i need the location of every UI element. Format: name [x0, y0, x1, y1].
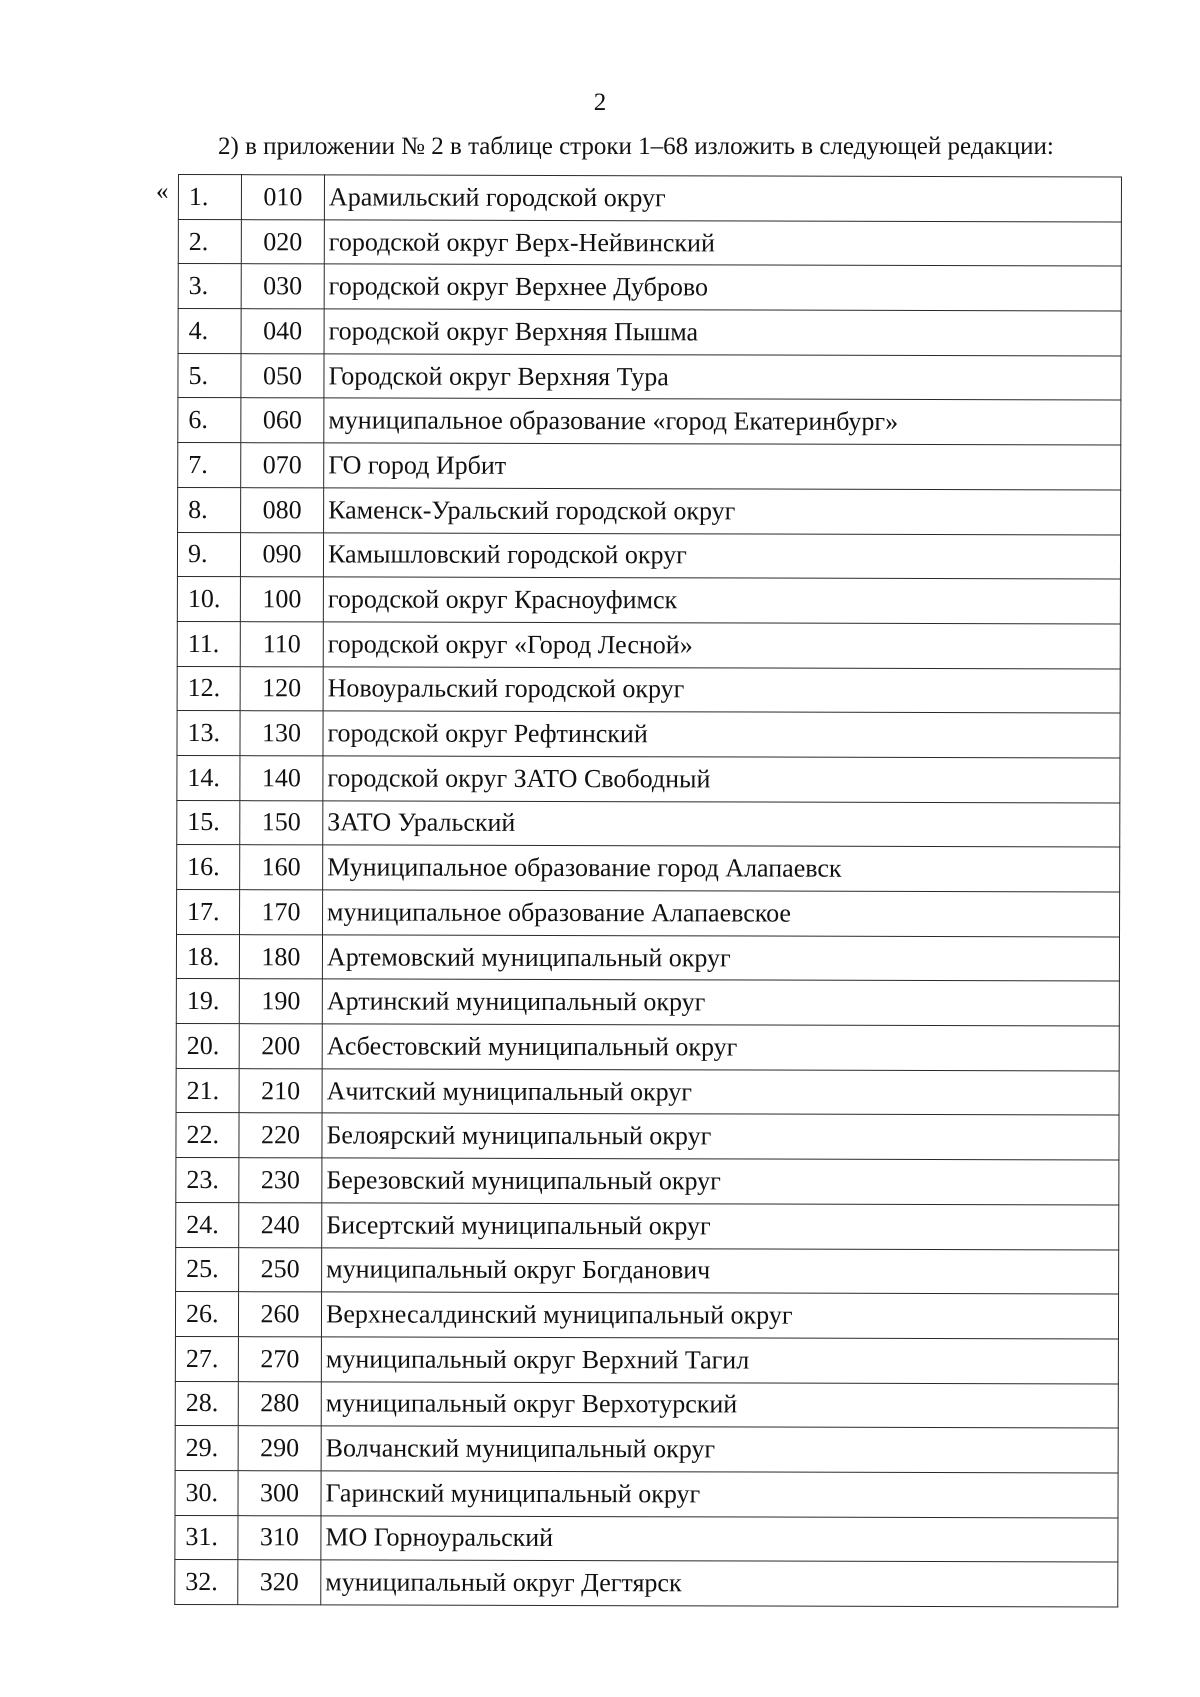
row-code: 310: [238, 1515, 321, 1560]
intro-paragraph: 2) в приложении № 2 в таблице строки 1–68 изложить в следующей редакции:: [218, 133, 1054, 160]
table-row: [176, 979, 1119, 1026]
row-number: 21.: [176, 1068, 239, 1113]
row-number: 32.: [175, 1560, 238, 1605]
row-number: 24.: [176, 1202, 239, 1247]
row-code: 280: [238, 1381, 321, 1426]
table-row: [175, 1560, 1118, 1607]
row-number: 31.: [175, 1515, 238, 1560]
table-row: [177, 621, 1120, 668]
row-number: 26.: [175, 1292, 238, 1337]
page-number: 2: [593, 89, 607, 116]
table-row: [175, 1426, 1118, 1473]
table-row: [178, 443, 1121, 490]
row-code: 160: [240, 845, 323, 890]
row-municipality-name: Ачитский муниципальный округ: [322, 1069, 1119, 1116]
row-number: 19.: [176, 979, 239, 1024]
row-number: 23.: [176, 1158, 239, 1203]
table-row: [177, 532, 1120, 579]
row-number: 4.: [178, 309, 241, 354]
row-code: 100: [240, 577, 323, 622]
row-code: 060: [241, 398, 324, 443]
row-municipality-name: Арамильский городской округ: [324, 175, 1121, 222]
row-municipality-name: Городской округ Верхняя Тура: [324, 354, 1121, 401]
row-municipality-name: муниципальное образование Алапаевское: [323, 890, 1120, 937]
row-municipality-name: муниципальный округ Верхний Тагил: [321, 1337, 1118, 1384]
row-municipality-name: городской округ Красноуфимск: [323, 577, 1120, 624]
row-code: 140: [240, 756, 323, 801]
row-code: 180: [239, 934, 322, 979]
row-municipality-name: Каменск-Уральский городской округ: [324, 488, 1121, 535]
row-code: 270: [238, 1337, 321, 1382]
row-code: 130: [240, 711, 323, 756]
row-number: 15.: [177, 800, 240, 845]
row-number: 2.: [178, 219, 241, 264]
row-municipality-name: Муниципальное образование город Алапаевск: [323, 845, 1120, 892]
row-municipality-name: городской округ Верх-Нейвинский: [324, 220, 1121, 267]
table-row: [176, 1158, 1119, 1205]
row-number: 5.: [178, 353, 241, 398]
table-row: [175, 1336, 1118, 1383]
table-body: [175, 175, 1122, 1607]
table-row: [177, 755, 1120, 802]
row-code: 220: [239, 1113, 322, 1158]
table-row: [178, 264, 1121, 311]
row-number: 6.: [178, 398, 241, 443]
row-municipality-name: Бисертский муниципальный округ: [322, 1203, 1119, 1250]
row-municipality-name: городской округ Верхняя Пышма: [324, 309, 1121, 356]
row-municipality-name: городской округ Рефтинский: [323, 711, 1120, 758]
row-code: 260: [238, 1292, 321, 1337]
row-number: 18.: [176, 934, 239, 979]
table-row: [178, 487, 1121, 534]
opening-quote-mark: «: [156, 178, 169, 205]
table-row: [175, 1470, 1118, 1517]
row-code: 030: [241, 264, 324, 309]
row-number: 8.: [178, 487, 241, 532]
row-number: 3.: [178, 264, 241, 309]
row-municipality-name: муниципальный округ Дегтярск: [321, 1560, 1118, 1607]
row-number: 1.: [178, 175, 241, 220]
row-number: 10.: [177, 577, 240, 622]
table-row: [176, 1113, 1119, 1160]
row-code: 200: [239, 1024, 322, 1069]
row-code: 090: [240, 532, 323, 577]
row-number: 14.: [177, 755, 240, 800]
row-municipality-name: городской округ ЗАТО Свободный: [323, 756, 1120, 803]
table-row: [176, 1024, 1119, 1071]
row-number: 7.: [178, 443, 241, 488]
row-code: 020: [241, 219, 324, 264]
table-row: [176, 934, 1119, 981]
row-code: 110: [240, 622, 323, 667]
row-municipality-name: муниципальный округ Верхотурский: [321, 1381, 1118, 1428]
table-row: [175, 1292, 1118, 1339]
row-number: 30.: [175, 1470, 238, 1515]
row-code: 170: [240, 890, 323, 935]
row-code: 320: [238, 1560, 321, 1605]
row-municipality-name: ЗАТО Уральский: [323, 801, 1120, 848]
row-number: 20.: [176, 1024, 239, 1069]
row-municipality-name: муниципальный округ Богданович: [322, 1247, 1119, 1294]
table-row: [176, 1068, 1119, 1115]
row-code: 240: [239, 1202, 322, 1247]
row-code: 250: [239, 1247, 322, 1292]
table-row: [175, 1515, 1118, 1562]
row-municipality-name: Артемовский муниципальный округ: [322, 935, 1119, 982]
table-row: [178, 309, 1121, 356]
row-code: 300: [238, 1471, 321, 1516]
row-municipality-name: ГО город Ирбит: [324, 443, 1121, 490]
row-code: 010: [241, 175, 324, 220]
table-row: [178, 219, 1121, 266]
row-municipality-name: Асбестовский муниципальный округ: [322, 1024, 1119, 1071]
row-number: 11.: [177, 621, 240, 666]
row-number: 13.: [177, 711, 240, 756]
row-municipality-name: Новоуральский городской округ: [323, 666, 1120, 713]
table-row: [176, 1247, 1119, 1294]
row-number: 29.: [175, 1426, 238, 1471]
row-code: 230: [239, 1158, 322, 1203]
table-row: [175, 1381, 1118, 1428]
table-row: [178, 353, 1121, 400]
table-row: [177, 577, 1120, 624]
row-number: 27.: [175, 1336, 238, 1381]
row-number: 16.: [177, 845, 240, 890]
row-code: 080: [241, 487, 324, 532]
row-code: 050: [241, 353, 324, 398]
row-municipality-name: МО Горноуральский: [321, 1516, 1118, 1563]
table-row: [178, 175, 1121, 222]
row-number: 28.: [175, 1381, 238, 1426]
row-municipality-name: Гаринский муниципальный округ: [321, 1471, 1118, 1518]
row-number: 22.: [176, 1113, 239, 1158]
table-row: [177, 845, 1120, 892]
table-row: [176, 1202, 1119, 1249]
row-number: 12.: [177, 666, 240, 711]
row-code: 070: [241, 443, 324, 488]
row-municipality-name: Волчанский муниципальный округ: [321, 1426, 1118, 1473]
table-row: [177, 666, 1120, 713]
table-row: [177, 889, 1120, 936]
row-number: 17.: [177, 889, 240, 934]
row-municipality-name: городской округ Верхнее Дуброво: [324, 264, 1121, 311]
row-code: 290: [238, 1426, 321, 1471]
row-municipality-name: Березовский муниципальный округ: [322, 1158, 1119, 1205]
municipalities-table: [174, 174, 1122, 1607]
row-code: 040: [241, 309, 324, 354]
table-row: [177, 711, 1120, 758]
row-code: 210: [239, 1068, 322, 1113]
row-municipality-name: муниципальное образование «город Екатеринбург»: [324, 398, 1121, 445]
row-municipality-name: Верхнесалдинский муниципальный округ: [321, 1292, 1118, 1339]
row-code: 120: [240, 666, 323, 711]
row-municipality-name: Белоярский муниципальный округ: [322, 1113, 1119, 1160]
row-number: 25.: [176, 1247, 239, 1292]
table-row: [177, 800, 1120, 847]
row-municipality-name: Артинский муниципальный округ: [322, 979, 1119, 1026]
row-code: 190: [239, 979, 322, 1024]
row-code: 150: [240, 800, 323, 845]
row-municipality-name: городской округ «Город Лесной»: [323, 622, 1120, 669]
row-number: 9.: [177, 532, 240, 577]
row-municipality-name: Камышловский городской округ: [323, 532, 1120, 579]
table-row: [178, 398, 1121, 445]
